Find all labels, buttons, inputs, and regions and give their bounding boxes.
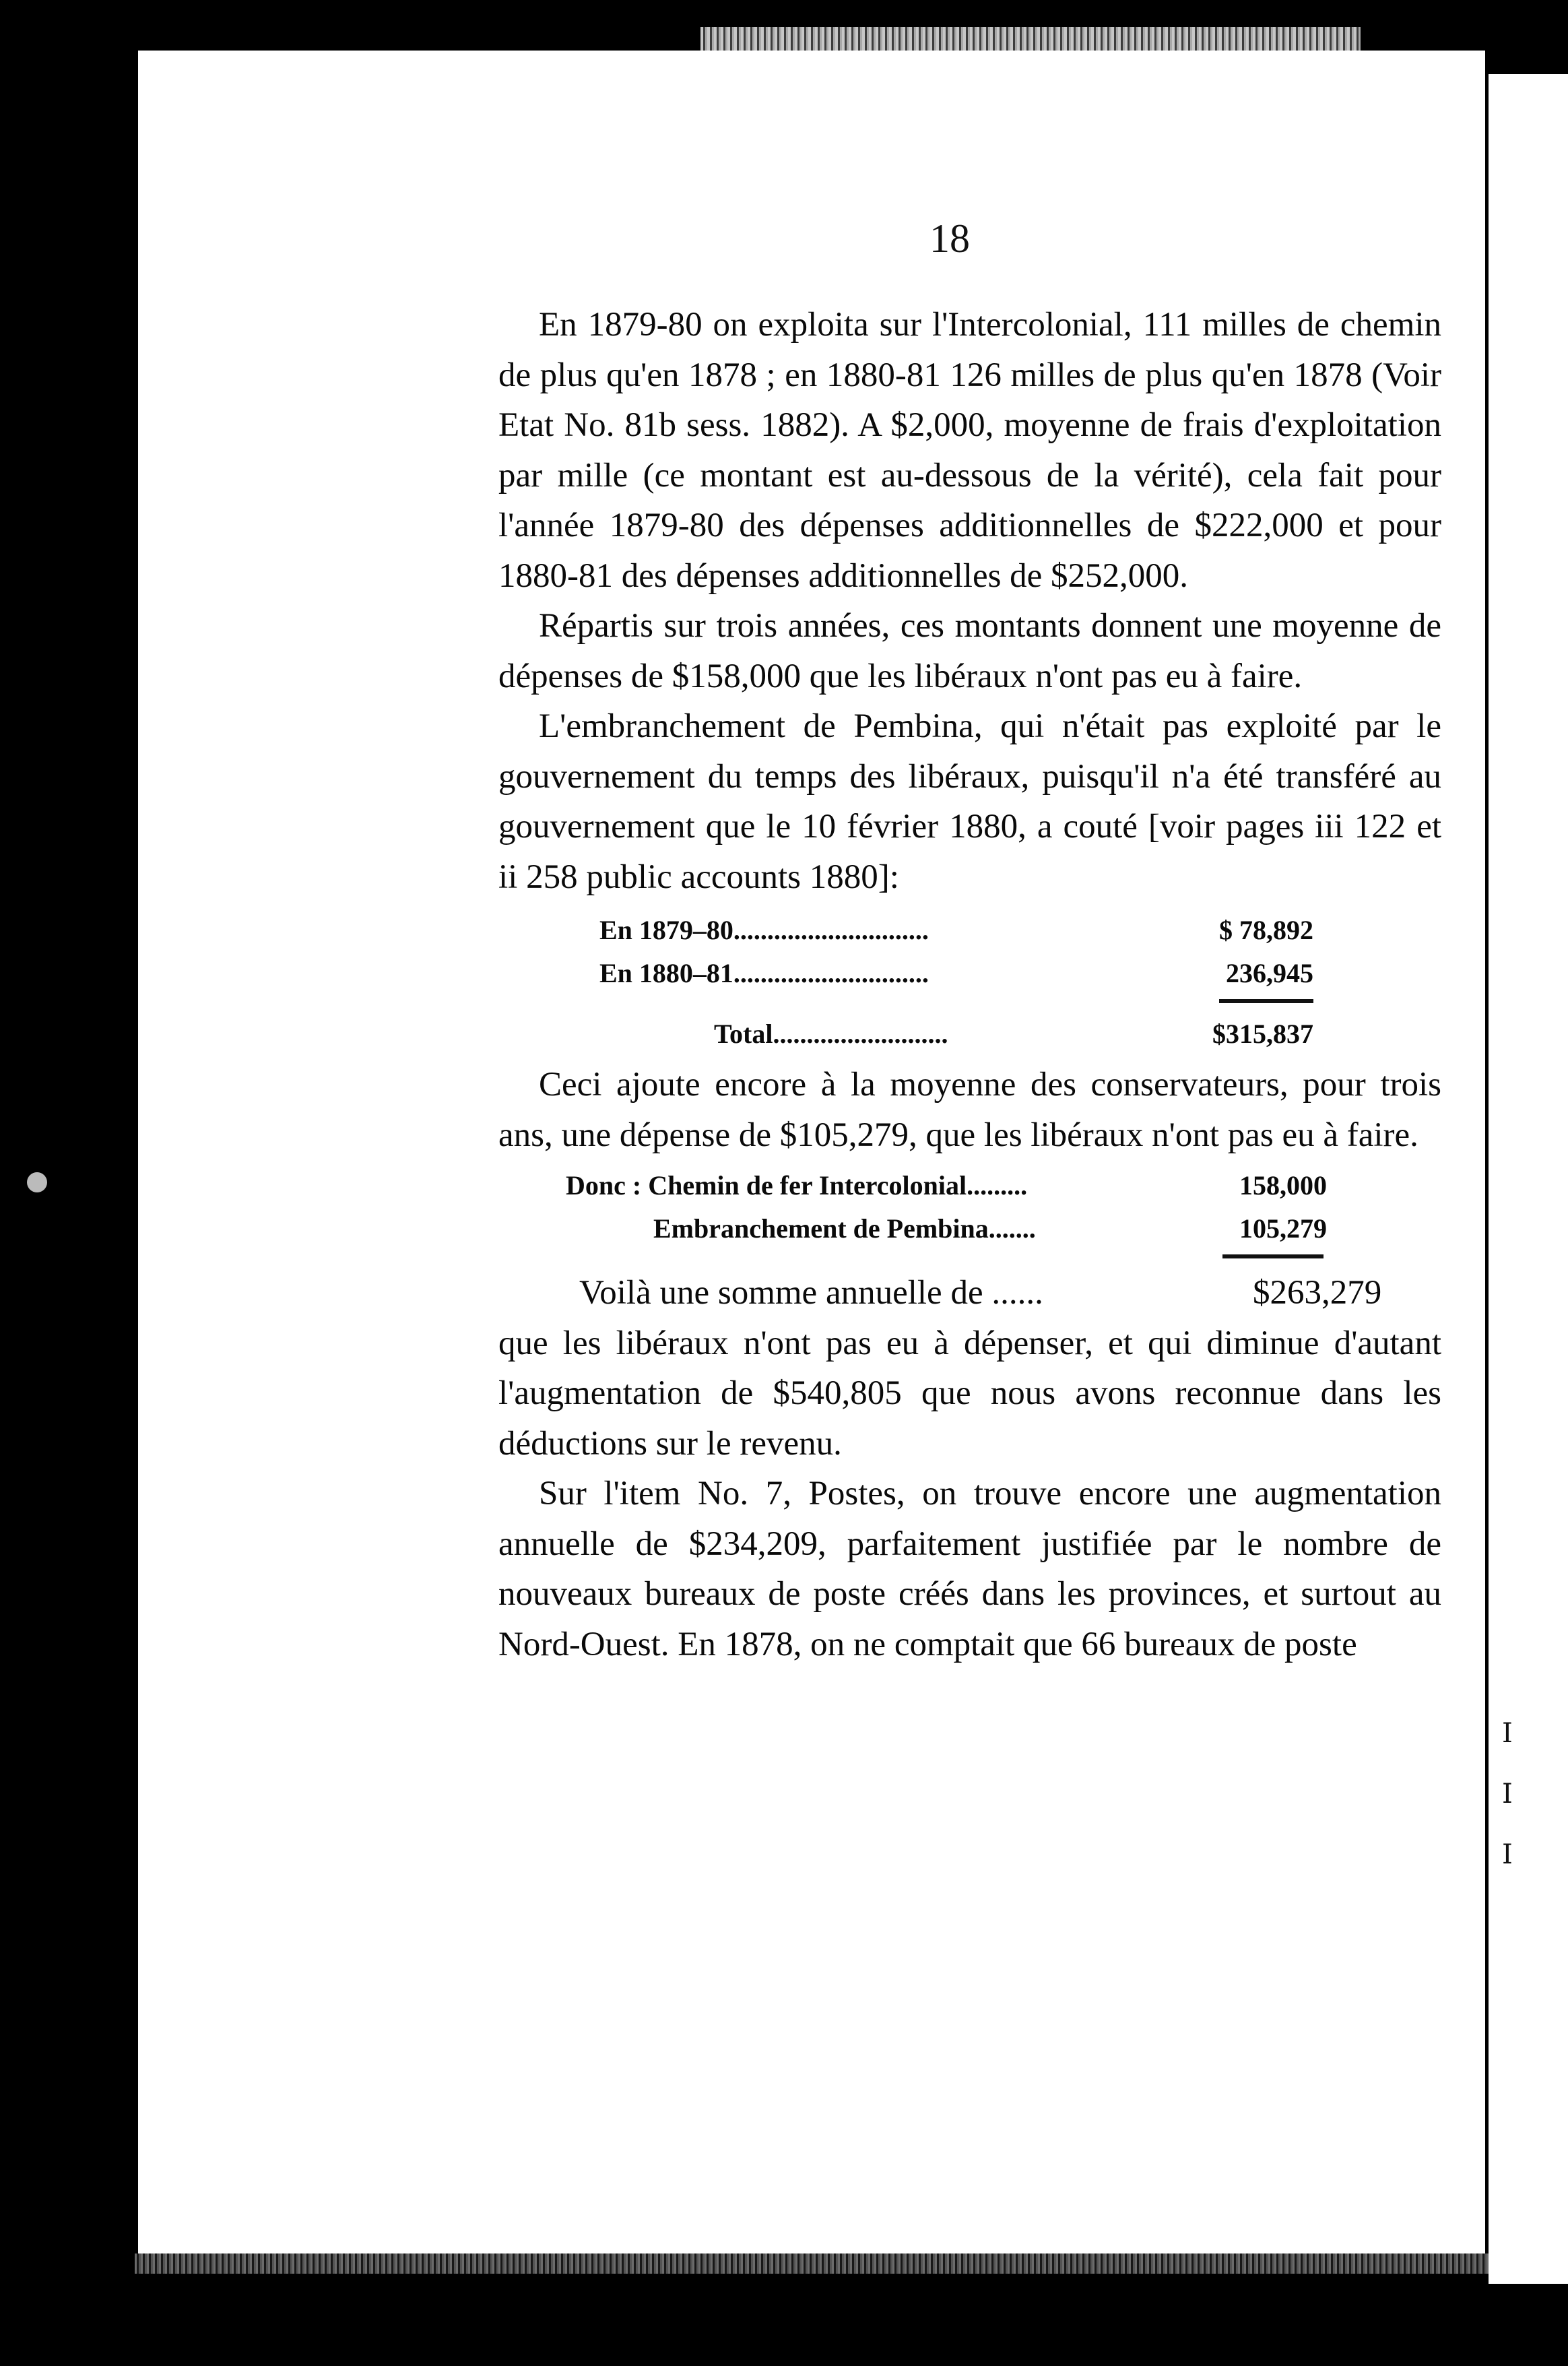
table-row (653, 1207, 1327, 1250)
paragraph-conservateurs: Ceci ajoute encore à la moyenne des conservateurs, pour trois ans, une dépense de $105,279, que les libéraux n'ont pas eu à faire. (498, 1066, 1441, 1154)
annual-sum-label: Voilà une somme annuelle de ...... (579, 1274, 1043, 1312)
sum-rule (1219, 999, 1313, 1003)
annual-sum-line (539, 1268, 1381, 1318)
row-value: $ 78,892 (1219, 915, 1313, 945)
paragraph-average: Répartis sur trois années, ces montants donnent une moyenne de dépenses de $158,000 que les libéraux n'ont pas eu à faire. (498, 607, 1441, 695)
scan-smudge (27, 1172, 47, 1192)
paragraph-postes: Sur l'item No. 7, Postes, on trouve encore une augmentation annuelle de $234,209, parfaitement justifiée par le nombre de nouveaux bureaux de poste créés dans les provinces, et surtout au Nord-Ouest. En 1878, on ne comptait que 66 bureaux de poste (498, 1475, 1441, 1663)
table-row (599, 909, 1313, 952)
total-value: $315,837 (1212, 1019, 1313, 1049)
paragraph-intercolonial: En 1879-80 on exploita sur l'Intercolonial, 111 milles de chemin de plus qu'en 1878 ; en 1880-81 126 milles de plus qu'en 1878 (Voir Etat No. 81b sess. 1882). A $2,000, moyenne de frais d'exploitation par mille (ce montant est au-dessous de la vérité), cela fait pour l'année 1879-80 des dépenses additionnelles de $222,000 et pour 1880-81 des dépenses additionnelles de $252,000. (498, 306, 1441, 595)
sum-rule (1222, 1254, 1324, 1258)
scan-edge-top (700, 27, 1361, 54)
scan-edge-bottom (135, 2253, 1489, 2274)
row-label: Embranchement de Pembina....... (653, 1213, 1036, 1244)
page-number: 18 (929, 216, 970, 261)
page-body (498, 300, 1441, 1669)
table-total-row (714, 1013, 1313, 1056)
adjacent-page-edge: I I I (1489, 74, 1568, 2284)
donc-table (498, 1164, 1441, 1258)
row-value: 105,279 (1239, 1213, 1327, 1244)
paragraph-deduction: que les libéraux n'ont pas eu à dépenser, et qui diminue d'autant l'augmentation de $540,805 que nous avons reconnue dans les déductions sur le revenu. (498, 1324, 1441, 1463)
row-label: En 1879–80............................. (599, 915, 929, 945)
annual-sum-value: $263,279 (1253, 1274, 1382, 1312)
row-value: 158,000 (1239, 1170, 1327, 1201)
paragraph-pembina: L'embranchement de Pembina, qui n'était pas exploité par le gouvernement du temps des libéraux, puisqu'il n'a été transféré au gouvernement que le 10 février 1880, a couté [voir pages iii 122 et ii 258 public accounts 1880]: (498, 707, 1441, 896)
row-label: Donc : Chemin de fer Intercolonial......... (566, 1170, 1028, 1201)
row-value: 236,945 (1226, 958, 1313, 988)
table-row (599, 952, 1313, 995)
table-row (566, 1164, 1327, 1207)
pembina-table (498, 909, 1441, 1056)
total-label: Total.......................... (714, 1019, 948, 1049)
row-label: En 1880–81............................. (599, 958, 929, 988)
